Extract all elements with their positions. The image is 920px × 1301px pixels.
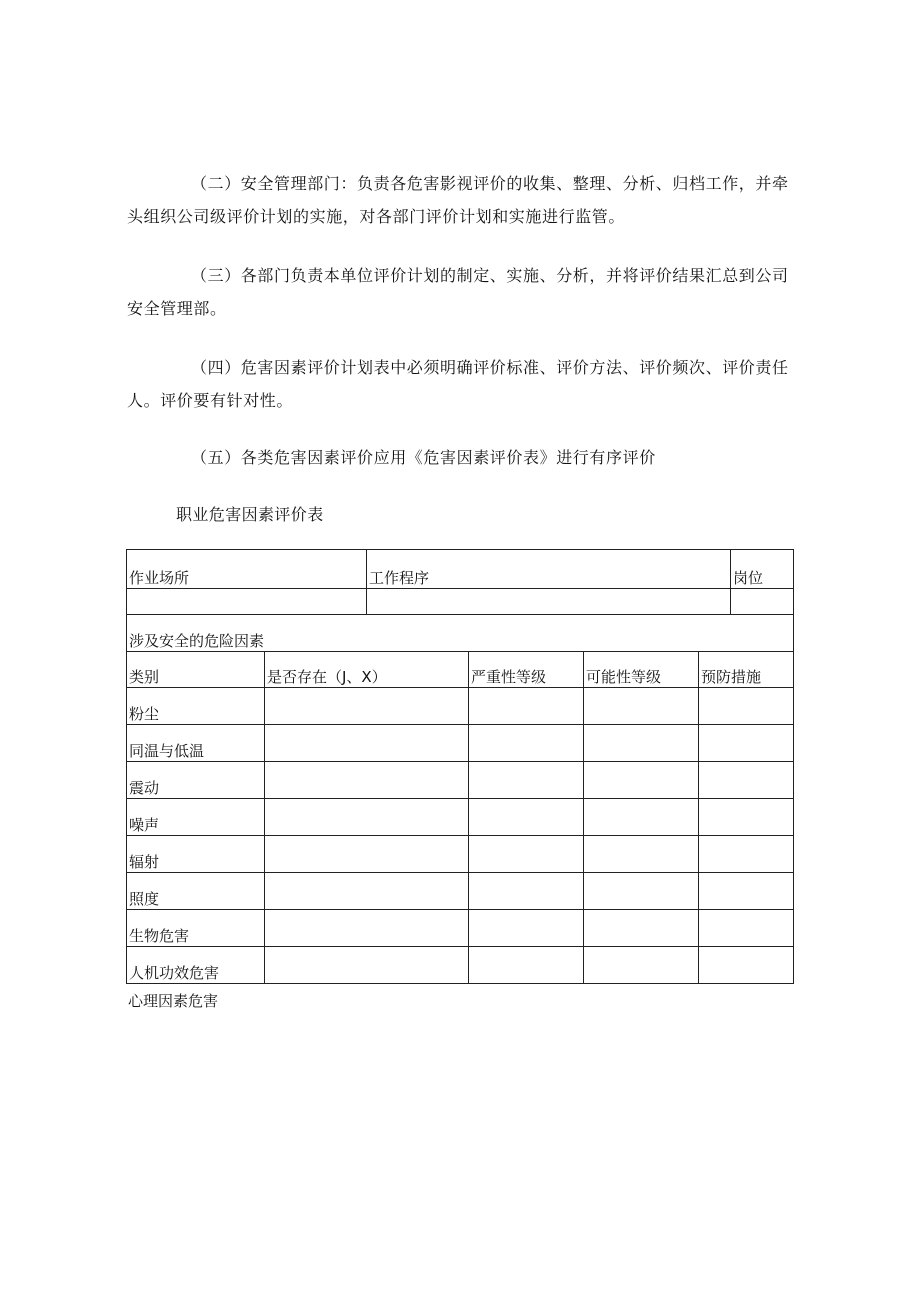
row-category: 同温与低温 bbox=[127, 725, 265, 762]
prevention-cell[interactable] bbox=[699, 910, 794, 947]
exists-cell[interactable] bbox=[265, 873, 469, 910]
likelihood-cell[interactable] bbox=[584, 947, 699, 984]
prevention-cell[interactable] bbox=[699, 799, 794, 836]
row-category: 粉尘 bbox=[127, 688, 265, 725]
paragraph-evaluation-form-usage: （五）各类危害因素评价应用《危害因素评价表》进行有序评价 bbox=[191, 448, 656, 467]
severity-cell[interactable] bbox=[469, 910, 584, 947]
likelihood-cell[interactable] bbox=[584, 910, 699, 947]
table-row bbox=[127, 873, 794, 910]
table-header-row bbox=[127, 550, 794, 589]
column-header-prevention: 预防措施 bbox=[699, 652, 794, 688]
procedure-label: 工作程序 bbox=[367, 550, 731, 589]
row-category: 辐射 bbox=[127, 836, 265, 873]
likelihood-cell[interactable] bbox=[584, 725, 699, 762]
prevention-cell[interactable] bbox=[699, 688, 794, 725]
prevention-cell[interactable] bbox=[699, 947, 794, 984]
prevention-cell[interactable] bbox=[699, 836, 794, 873]
row-category: 噪声 bbox=[127, 799, 265, 836]
severity-cell[interactable] bbox=[469, 762, 584, 799]
table-row bbox=[127, 762, 794, 799]
table-row bbox=[127, 947, 794, 984]
position-value-cell[interactable] bbox=[731, 589, 794, 615]
paragraph-department-duties: （三）各部门负责本单位评价计划的制定、实施、分析，并将评价结果汇总到公司安全管理部。 bbox=[127, 266, 789, 318]
exists-cell[interactable] bbox=[265, 836, 469, 873]
severity-cell[interactable] bbox=[469, 725, 584, 762]
prevention-cell[interactable] bbox=[699, 873, 794, 910]
row-category: 照度 bbox=[127, 873, 265, 910]
table-row bbox=[127, 799, 794, 836]
table-row bbox=[127, 688, 794, 725]
table-header-values-row bbox=[127, 589, 794, 615]
row-category: 人机功效危害 bbox=[127, 947, 265, 984]
severity-cell[interactable] bbox=[469, 688, 584, 725]
hazard-evaluation-table bbox=[126, 549, 794, 984]
likelihood-cell[interactable] bbox=[584, 762, 699, 799]
psychological-hazard-label: 心理因素危害 bbox=[128, 992, 219, 1010]
likelihood-cell[interactable] bbox=[584, 799, 699, 836]
table-title: 职业危害因素评价表 bbox=[176, 505, 324, 524]
workplace-label: 作业场所 bbox=[127, 550, 367, 589]
severity-cell[interactable] bbox=[469, 947, 584, 984]
exists-cell[interactable] bbox=[265, 725, 469, 762]
section-row bbox=[127, 615, 794, 652]
severity-cell[interactable] bbox=[469, 799, 584, 836]
exists-cell[interactable] bbox=[265, 947, 469, 984]
workplace-value-cell[interactable] bbox=[127, 589, 367, 615]
exists-cell[interactable] bbox=[265, 688, 469, 725]
row-category: 生物危害 bbox=[127, 910, 265, 947]
prevention-cell[interactable] bbox=[699, 725, 794, 762]
exists-cell[interactable] bbox=[265, 910, 469, 947]
table-row bbox=[127, 725, 794, 762]
column-header-severity: 严重性等级 bbox=[469, 652, 584, 688]
column-header-likelihood: 可能性等级 bbox=[584, 652, 699, 688]
likelihood-cell[interactable] bbox=[584, 836, 699, 873]
procedure-value-cell[interactable] bbox=[367, 589, 731, 615]
column-header-category: 类别 bbox=[127, 652, 265, 688]
severity-cell[interactable] bbox=[469, 873, 584, 910]
row-category: 震动 bbox=[127, 762, 265, 799]
likelihood-cell[interactable] bbox=[584, 873, 699, 910]
paragraph-safety-management: （二）安全管理部门：负责各危害影视评价的收集、整理、分析、归档工作，并牵头组织公司级评价计划的实施，对各部门评价计划和实施进行监管。 bbox=[127, 174, 789, 226]
prevention-cell[interactable] bbox=[699, 762, 794, 799]
table-row bbox=[127, 836, 794, 873]
table-row bbox=[127, 910, 794, 947]
severity-cell[interactable] bbox=[469, 836, 584, 873]
column-header-row bbox=[127, 652, 794, 688]
exists-cell[interactable] bbox=[265, 799, 469, 836]
exists-cell[interactable] bbox=[265, 762, 469, 799]
likelihood-cell[interactable] bbox=[584, 688, 699, 725]
column-header-exists: 是否存在（J、X） bbox=[265, 652, 469, 688]
section-label: 涉及安全的危险因素 bbox=[127, 615, 794, 652]
paragraph-evaluation-plan-requirements: （四）危害因素评价计划表中必须明确评价标准、评价方法、评价频次、评价责任人。评价要有针对性。 bbox=[127, 358, 789, 410]
position-label: 岗位 bbox=[731, 550, 794, 589]
